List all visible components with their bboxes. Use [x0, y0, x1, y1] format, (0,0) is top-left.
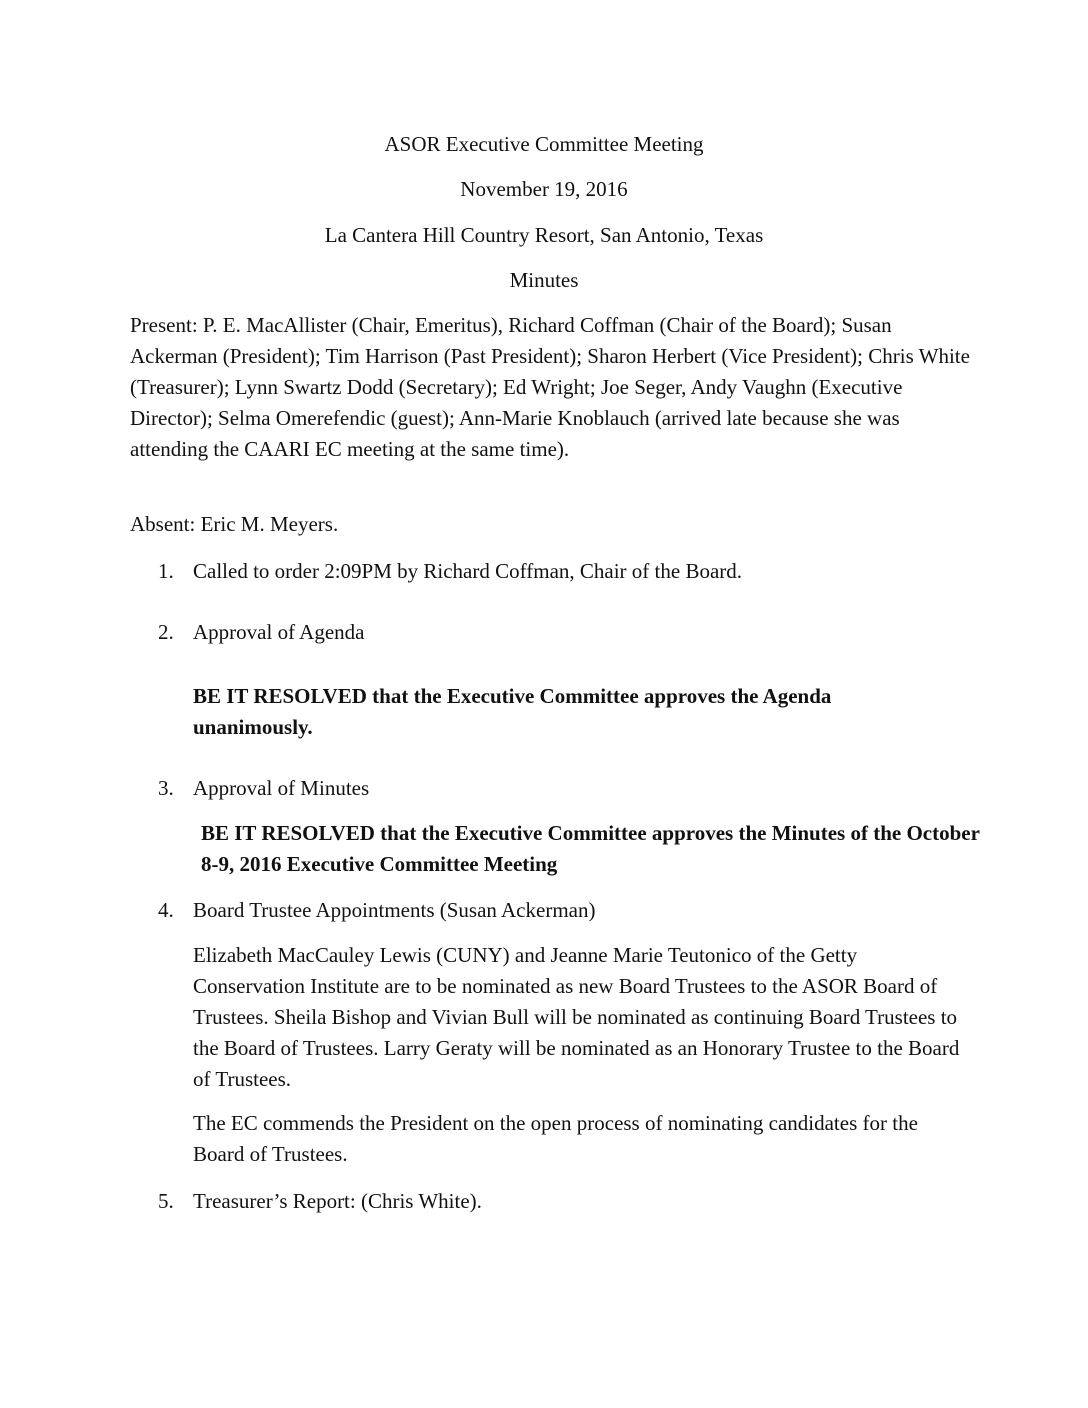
meeting-date: November 19, 2016	[460, 177, 628, 201]
item-number: 5.	[158, 1189, 174, 1213]
resolution-minutes: BE IT RESOLVED that the Executive Committee approves the Minutes of the October 8-9, 2016 Executive Committee Meeting	[201, 821, 980, 876]
item-number: 1.	[158, 559, 174, 583]
item-number: 4.	[158, 898, 174, 922]
attendance-absent: Absent: Eric M. Meyers.	[130, 512, 339, 536]
document-title: ASOR Executive Committee Meeting	[384, 132, 704, 156]
item-heading: Approval of Agenda	[193, 620, 365, 644]
item-number: 3.	[158, 776, 174, 800]
resolution-agenda: BE IT RESOLVED that the Executive Committee approves the Agenda unanimously.	[193, 684, 832, 739]
item-body-paragraph: The EC commends the President on the open process of nominating candidates for the Board of Trustees.	[193, 1111, 918, 1166]
item-heading: Board Trustee Appointments (Susan Ackerman)	[193, 898, 596, 922]
item-heading: Approval of Minutes	[193, 776, 370, 800]
item-heading: Treasurer’s Report: (Chris White).	[193, 1189, 482, 1213]
item-heading: Called to order 2:09PM by Richard Coffman, Chair of the Board.	[193, 559, 743, 583]
item-body-paragraph: Elizabeth MacCauley Lewis (CUNY) and Jeanne Marie Teutonico of the Getty Conservation Institute are to be nominated as new Board Trustees to the ASOR Board of Trustees. Sheila Bishop and Vivian Bull will be nominated as continuing Board Trustees to the Board of Trustees. Larry Geraty will be nominated as an Honorary Trustee to the Board of Trustees.	[193, 943, 960, 1091]
meeting-location: La Cantera Hill Country Resort, San Antonio, Texas	[324, 223, 764, 247]
document-type: Minutes	[509, 268, 579, 292]
attendance-present: Present: P. E. MacAllister (Chair, Emeritus), Richard Coffman (Chair of the Board); Susan Ackerman (President); Tim Harrison (Past President); Sharon Herbert (Vice President); Chris White (Treasurer); Lynn Swartz Dodd (Secretary); Ed Wright; Joe Seger, Andy Vaughn (Executive Director); Selma Omerefendic (guest); Ann-Marie Knoblauch (arrived late because she was attending the CAARI EC meeting at the same time).	[130, 313, 970, 461]
item-number: 2.	[158, 620, 174, 644]
